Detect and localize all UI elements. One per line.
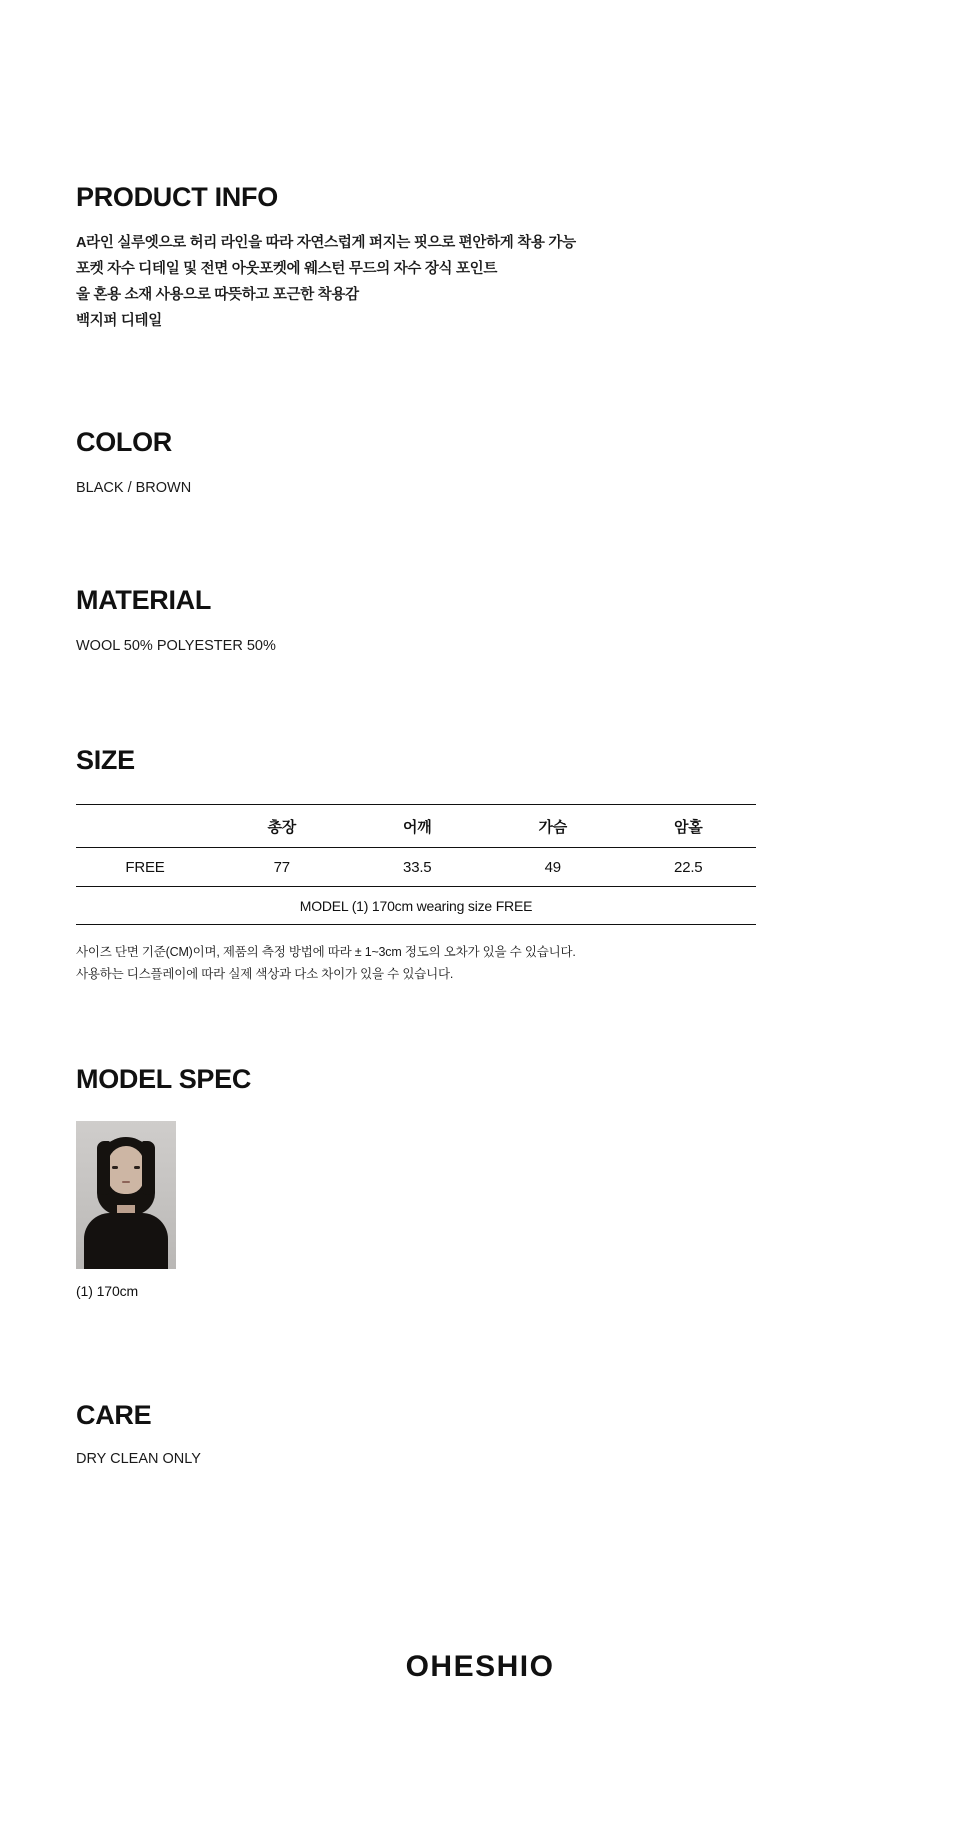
care-value: DRY CLEAN ONLY — [76, 1451, 201, 1467]
size-table-foot — [76, 887, 756, 925]
size-table-body — [76, 848, 756, 887]
torso-shape — [84, 1213, 168, 1269]
product-info-line: A라인 실루엣으로 허리 라인을 따라 자연스럽게 퍼지는 핏으로 편안하게 착용 가능 — [76, 235, 576, 251]
size-table-head — [76, 805, 756, 848]
size-col-header: 총장 — [214, 805, 350, 848]
color-heading: COLOR — [76, 427, 172, 457]
color-section — [76, 427, 886, 500]
size-section — [76, 745, 886, 985]
size-col-header: 암홀 — [621, 805, 757, 848]
care-heading: CARE — [76, 1400, 152, 1430]
table-footer-row — [76, 887, 756, 925]
model-caption: (1) 170cm — [76, 1283, 139, 1299]
product-info-lines — [76, 230, 886, 334]
hair-front-left — [97, 1141, 110, 1195]
eye-left — [112, 1166, 118, 1169]
mouth — [122, 1181, 130, 1183]
color-value: BLACK / BROWN — [76, 480, 192, 496]
face-shape — [108, 1146, 144, 1194]
product-info-heading: PRODUCT INFO — [76, 182, 278, 212]
size-note-line: 사이즈 단면 기준(CM)이며, 제품의 측정 방법에 따라 ± 1~3cm 정도의 오차가 있을 수 있습니다. — [76, 945, 576, 959]
table-header-row — [76, 805, 756, 848]
size-notes — [76, 941, 886, 985]
material-value-wrap — [76, 634, 886, 658]
model-photo-wrap — [76, 1121, 886, 1269]
product-info-line: 포켓 자수 디테일 및 전면 아웃포켓에 웨스턴 무드의 자수 장식 포인트 — [76, 261, 498, 277]
eye-right — [134, 1166, 140, 1169]
brand-logo-text: OHESHIO — [405, 1650, 555, 1683]
model-spec-section — [76, 1064, 886, 1299]
size-note-line: 사용하는 디스플레이에 따라 실제 색상과 다소 차이가 있을 수 있습니다. — [76, 967, 454, 981]
size-col-header: 가슴 — [485, 805, 621, 848]
size-col-header — [76, 805, 214, 848]
hair-front-right — [142, 1141, 155, 1195]
size-table — [76, 804, 756, 925]
care-section — [76, 1400, 886, 1471]
size-cell: 49 — [485, 848, 621, 887]
size-row-label: FREE — [76, 848, 214, 887]
product-info-line: 울 혼용 소재 사용으로 따뜻하고 포근한 착용감 — [76, 287, 359, 303]
color-value-wrap — [76, 476, 886, 500]
care-value-wrap — [76, 1447, 886, 1471]
product-info-line: 백지퍼 디테일 — [76, 313, 162, 329]
size-cell: 33.5 — [350, 848, 486, 887]
table-row — [76, 848, 756, 887]
size-cell: 22.5 — [621, 848, 757, 887]
size-col-header: 어깨 — [350, 805, 486, 848]
material-section — [76, 585, 886, 658]
size-heading: SIZE — [76, 745, 135, 775]
size-model-note: MODEL (1) 170cm wearing size FREE — [76, 887, 756, 925]
model-spec-heading: MODEL SPEC — [76, 1064, 252, 1094]
material-value: WOOL 50% POLYESTER 50% — [76, 638, 276, 654]
product-info-section — [76, 182, 886, 334]
material-heading: MATERIAL — [76, 585, 212, 615]
size-cell: 77 — [214, 848, 350, 887]
brand-footer — [0, 1650, 960, 1684]
model-portrait-image — [76, 1121, 176, 1269]
